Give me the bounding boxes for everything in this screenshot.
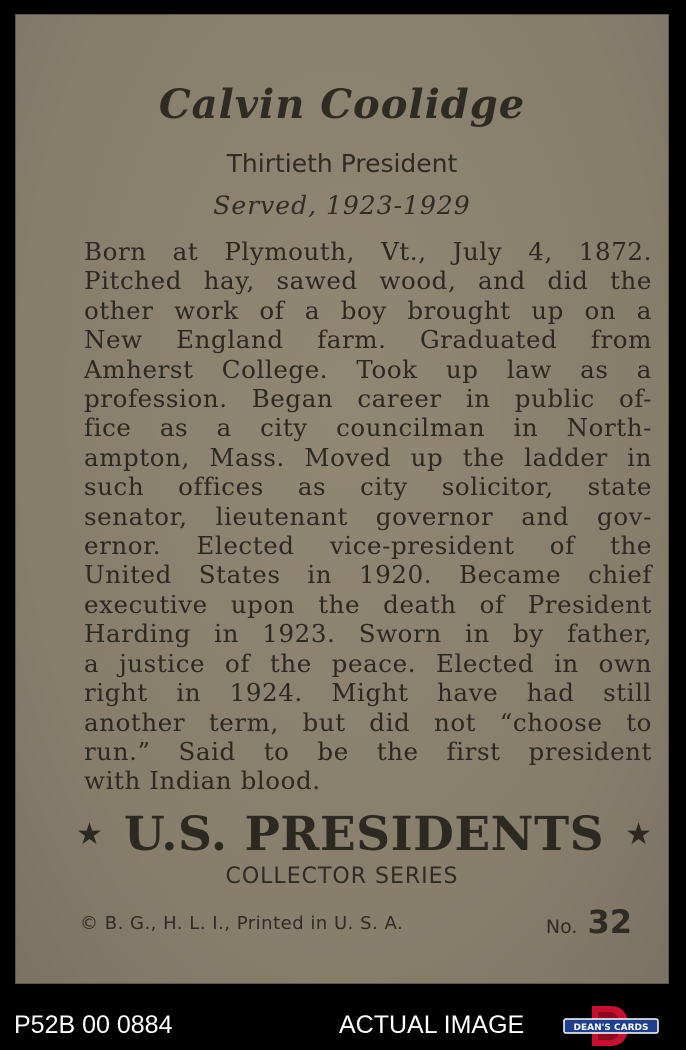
card-number-value: 32 xyxy=(587,903,632,941)
bio-line: United States in 1920. Became chief xyxy=(84,560,652,590)
series-title: U.S. PRESIDENTS xyxy=(123,807,605,862)
bio-line: a justice of the peace. Elected in own xyxy=(84,648,652,678)
bio-line: Harding in 1923. Sworn in by father, xyxy=(84,619,652,649)
bio-line: run.” Said to be the first president xyxy=(84,736,652,766)
bio-line: senator, lieutenant governor and gov- xyxy=(84,501,652,531)
president-ordinal: Thirtieth President xyxy=(226,149,458,178)
served-years: Served, 1923-1929 xyxy=(213,191,471,220)
biography-text xyxy=(84,237,652,796)
bio-line: New England farm. Graduated from xyxy=(84,325,652,355)
bio-line: executive upon the death of President xyxy=(84,589,652,619)
card-back xyxy=(15,14,669,984)
bio-line: right in 1924. Might have had still xyxy=(84,678,652,708)
copyright-notice: © B. G., H. L. I., Printed in U. S. A. xyxy=(80,913,404,934)
inventory-id: P52B 00 0884 xyxy=(14,1011,173,1039)
bio-line: Born at Plymouth, Vt., July 4, 1872. xyxy=(84,237,652,266)
bio-line: profession. Began career in public of- xyxy=(84,384,652,414)
card-number xyxy=(546,903,632,941)
actual-image-label: ACTUAL IMAGE xyxy=(339,1011,525,1039)
card-number-label: No. xyxy=(545,916,578,938)
bio-line: with Indian blood. xyxy=(84,766,321,796)
president-name: Calvin Coolidge xyxy=(158,81,526,128)
bio-line: other work of a boy brought up on a xyxy=(84,295,652,325)
star-icon: ★ xyxy=(76,817,103,852)
bio-line: ernor. Elected vice-president of the xyxy=(84,531,652,561)
bio-line: another term, but did not “choose to xyxy=(84,707,652,737)
deans-cards-logo xyxy=(562,1004,660,1048)
series-subtitle: COLLECTOR SERIES xyxy=(225,864,459,889)
bio-line: such offices as city solicitor, state xyxy=(84,472,652,502)
series-banner xyxy=(76,807,652,862)
bio-line: Pitched hay, sawed wood, and did the xyxy=(84,266,652,296)
bio-line: Amherst College. Took up law as a xyxy=(84,354,652,384)
logo-text: DEAN'S CARDS xyxy=(573,1023,649,1033)
bio-line: fice as a city councilman in North- xyxy=(84,413,652,443)
star-icon: ★ xyxy=(625,817,652,852)
bio-line: ampton, Mass. Moved up the ladder in xyxy=(84,442,652,472)
